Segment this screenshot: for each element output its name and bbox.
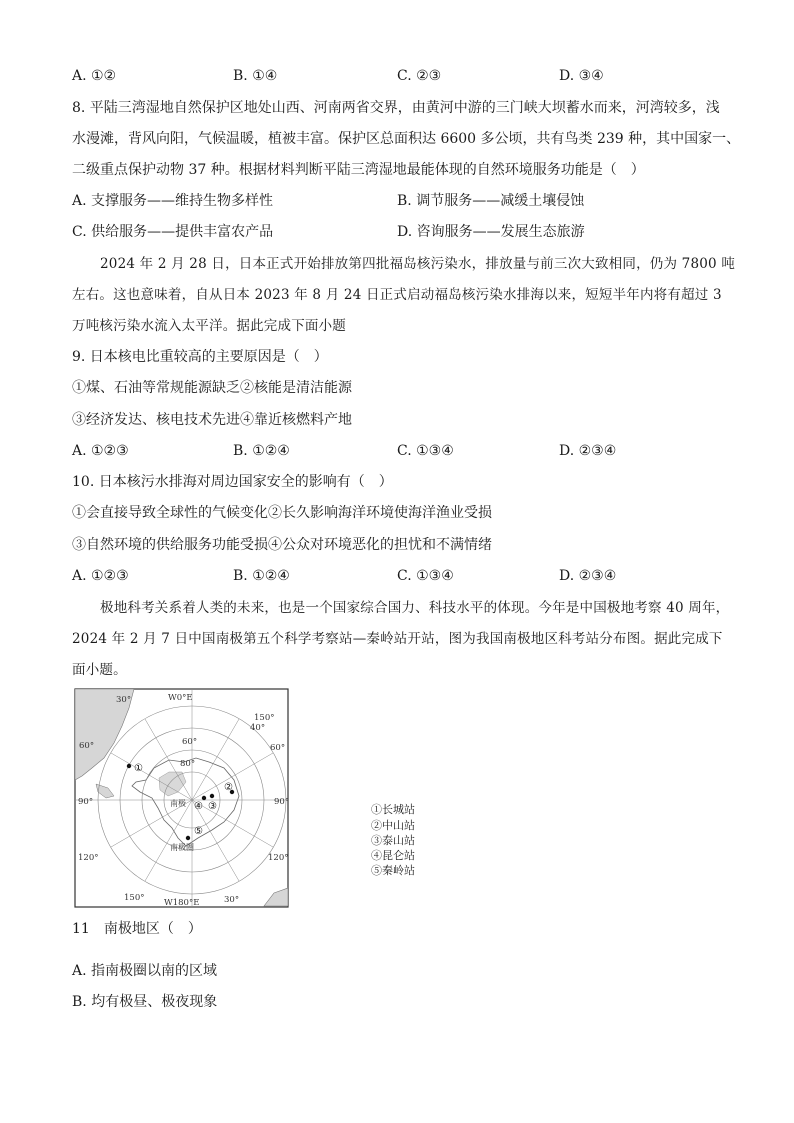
deg-label-1: 30° <box>116 695 132 705</box>
q10-item-line-1: ①会直接导致全球性的气候变化②长久影响海洋环境使海洋渔业受损 <box>72 505 492 521</box>
q8-option-c[interactable]: C. 供给服务——提供丰富农产品 <box>72 224 274 240</box>
legend-kunlun: ④昆仑站 <box>371 849 415 862</box>
q9-option-a[interactable]: A. ①②③ <box>72 443 129 459</box>
q9-option-c[interactable]: C. ①③④ <box>397 443 454 459</box>
label-top: W0°E <box>168 693 193 703</box>
q9-option-d[interactable]: D. ②③④ <box>559 443 617 459</box>
q9-option-b[interactable]: B. ①②④ <box>233 443 290 459</box>
q11-stem: 11 南极地区（ ） <box>72 921 202 937</box>
pole-label: 南极 <box>170 799 186 808</box>
passage2-line-3: 面小题。 <box>72 662 127 678</box>
antarctic-circle-label: 南极圈 <box>170 843 194 852</box>
station-mark-2: ② <box>224 782 233 793</box>
deg-label-3: 60° <box>79 741 95 751</box>
q7-option-c[interactable]: C. ②③ <box>397 68 442 84</box>
station-dot-changcheng <box>127 764 131 768</box>
q9-item-line-1: ①煤、石油等常规能源缺乏②核能是清洁能源 <box>72 380 352 396</box>
q11-option-b[interactable]: B. 均有极昼、极夜现象 <box>72 994 218 1010</box>
q10-option-c[interactable]: C. ①③④ <box>397 568 454 584</box>
q8-stem-line-3: 二级重点保护动物 37 种。根据材料判断平陆三湾湿地最能体现的自然环境服务功能是（ ） <box>72 162 645 178</box>
station-dot-taishan <box>210 794 214 798</box>
q7-option-b[interactable]: B. ①④ <box>233 68 278 84</box>
deg-label-9: 120° <box>78 853 99 863</box>
antarctic-stations-map <box>74 688 415 914</box>
q8-option-d[interactable]: D. 咨询服务——发展生态旅游 <box>397 224 585 240</box>
deg-label-6: 80° <box>180 759 196 769</box>
deg-label-8: 90° <box>274 797 290 807</box>
q10-stem: 10. 日本核污水排海对周边国家安全的影响有（ ） <box>72 474 393 490</box>
legend-changcheng: ①长城站 <box>371 803 415 816</box>
station-dot-qinling <box>186 836 190 840</box>
legend-qinling: ⑤秦岭站 <box>371 864 415 877</box>
station-mark-1: ① <box>134 763 143 774</box>
deg-label-7: 90° <box>78 797 94 807</box>
q8-stem-line-2: 水漫滩，背风向阳，气候温暖，植被丰富。保护区总面积达 6600 多公顷，共有鸟类 239 种，其中国家一、 <box>72 131 741 147</box>
deg-label-10: 120° <box>268 853 289 863</box>
station-dot-kunlun <box>202 796 206 800</box>
passage1-line-2: 左右。这也意味着，自从日本 2023 年 8 月 24 日正式启动福岛核污染水排海以来，短短半年内将有超过 3 <box>72 287 722 303</box>
station-mark-4: ④ <box>194 801 203 812</box>
passage2-line-2: 2024 年 2 月 7 日中国南极第五个科学考察站—秦岭站开站，图为我国南极地区科考站分布图。据此完成下 <box>72 631 723 647</box>
q10-item-line-2: ③自然环境的供给服务功能受损④公众对环境恶化的担忧和不满情绪 <box>72 537 492 553</box>
label-bottom: W180°E <box>164 898 200 908</box>
q10-option-b[interactable]: B. ①②④ <box>233 568 290 584</box>
q9-item-line-2: ③经济发达、核电技术先进④靠近核燃料产地 <box>72 412 352 428</box>
polar-projection-svg <box>74 688 294 910</box>
q7-option-d[interactable]: D. ③④ <box>559 68 604 84</box>
q8-option-b[interactable]: B. 调节服务——减缓土壤侵蚀 <box>397 193 585 209</box>
q8-option-a[interactable]: A. 支撑服务——维持生物多样性 <box>72 193 274 209</box>
q11-option-a[interactable]: A. 指南极圈以南的区域 <box>72 963 218 979</box>
deg-label-12: 150° <box>254 713 275 723</box>
deg-label-11: 150° <box>124 893 145 903</box>
deg-label-13: 60° <box>270 743 286 753</box>
legend-zhongshan: ②中山站 <box>371 819 415 832</box>
deg-label-5: 40° <box>250 723 266 733</box>
station-mark-3: ③ <box>208 801 217 812</box>
passage1-line-1: 2024 年 2 月 28 日，日本正式开始排放第四批福岛核污染水，排放量与前三次大致相同，仍为 7800 吨 <box>100 256 736 272</box>
passage1-line-3: 万吨核污染水流入太平洋。据此完成下面小题 <box>72 318 346 334</box>
q9-stem: 9. 日本核电比重较高的主要原因是（ ） <box>72 349 328 365</box>
q10-option-a[interactable]: A. ①②③ <box>72 568 129 584</box>
legend-taishan: ③泰山站 <box>371 834 415 847</box>
q10-option-d[interactable]: D. ②③④ <box>559 568 617 584</box>
deg-label-2: 30° <box>224 895 240 905</box>
q8-stem-line-1: 8. 平陆三湾湿地自然保护区地处山西、河南两省交界，由黄河中游的三门峡大坝蓄水而来，河湾较多，浅 <box>72 100 720 116</box>
station-mark-5: ⑤ <box>194 826 203 837</box>
q7-option-a[interactable]: A. ①② <box>72 68 117 84</box>
passage2-line-1: 极地科考关系着人类的未来，也是一个国家综合国力、科技水平的体现。今年是中国极地考察 40 周年， <box>100 600 730 616</box>
deg-label-4: 60° <box>182 737 198 747</box>
